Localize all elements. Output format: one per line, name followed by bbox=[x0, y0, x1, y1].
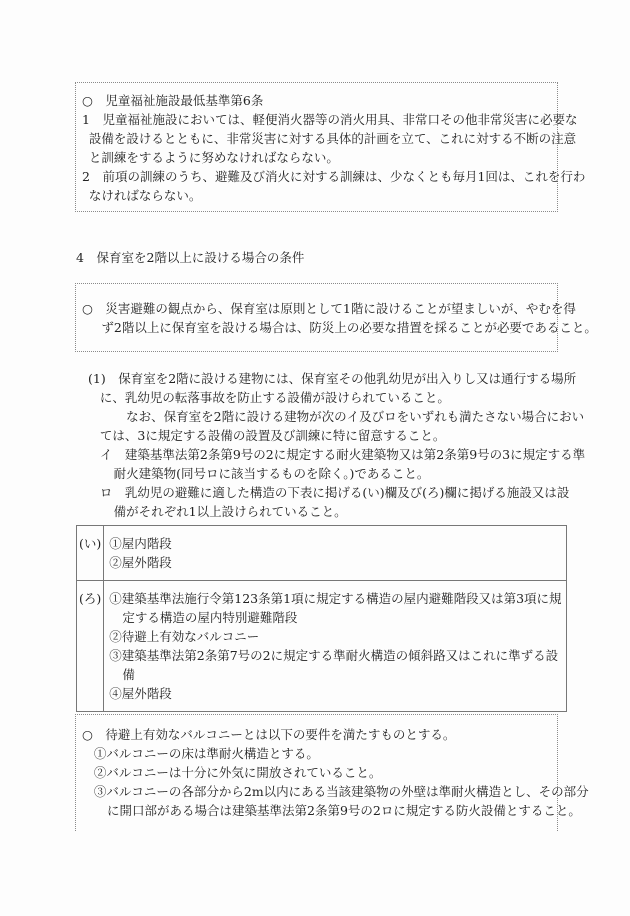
table-row bbox=[77, 581, 567, 712]
facility-item-cont: 定する構造の屋内特別避難階段 bbox=[122, 610, 298, 625]
balcony-req-3-line-1: ③バルコニーの各部分から2m以内にある当該建築物の外壁は準耐火構造とし、その部分 bbox=[93, 784, 589, 799]
facility-item: ①屋内階段 bbox=[109, 536, 172, 551]
article-para-1-line-1: 1 児童福祉施設においては、軽便消火器等の消火用具、非常口その他非常災害に必要な bbox=[82, 112, 578, 127]
article-para-2-line-1: 2 前項の訓練のうち、避難及び消火に対する訓練は、少なくとも毎月1回は、これを行わ bbox=[82, 169, 586, 184]
evacuation-note-line-2: ず2階以上に保育室を設ける場合は、防災上の必要な措置を採ることが必要であること。 bbox=[101, 320, 597, 335]
sub-item-ro-line-2: 備がそれぞれ1以上設けられていること。 bbox=[113, 504, 347, 519]
evacuation-note-line-1: ○ 災害避難の観点から、保育室は原則として1階に設けることが望ましいが、やむを得 bbox=[82, 301, 576, 316]
item-1-line-1: (1) 保育室を2階に設ける建物には、保育室その他乳幼児が出入りし又は通行する場所 bbox=[88, 371, 577, 386]
article-title: ○ 児童福祉施設最低基準第6条 bbox=[82, 93, 264, 108]
row-items-i bbox=[104, 526, 566, 581]
regulation-box-article-6 bbox=[75, 82, 586, 212]
facilities-table bbox=[76, 525, 567, 712]
note-box-balcony bbox=[75, 714, 589, 831]
facility-item-cont: 備 bbox=[122, 667, 135, 682]
item-1-line-4: ては、3に規定する設備の設置及び訓練に特に留意すること。 bbox=[99, 428, 446, 443]
item-1-line-3: なお、保育室を2階に設ける建物が次のイ及びロをいずれも満たさない場合におい bbox=[113, 409, 585, 424]
facility-item: ④屋外階段 bbox=[109, 686, 172, 701]
facility-item: ②待避上有効なバルコニー bbox=[109, 629, 260, 644]
row-key-i: (い) bbox=[77, 526, 104, 581]
section-heading bbox=[76, 248, 304, 267]
row-items-ro bbox=[104, 581, 566, 712]
article-para-1-line-3: と訓練をするように努めなければならない。 bbox=[88, 150, 339, 165]
facility-item: ①建築基準法施行令第123条第1項に規定する構造の屋内避難階段又は第3項に規 bbox=[109, 591, 562, 606]
balcony-req-3-line-2: に開口部がある場合は建築基準法第2条第9号の2ロに規定する防火設備とすること。 bbox=[107, 803, 581, 818]
sub-item-i-line-2: 耐火建築物(同号ロに該当するものを除く。)であること。 bbox=[113, 466, 430, 481]
sub-item-ro-line-1: ロ 乳幼児の避難に適した構造の下表に掲げる(い)欄及び(ろ)欄に掲げる施設又は設 bbox=[99, 485, 570, 500]
note-box-evacuation bbox=[75, 283, 597, 352]
balcony-title: ○ 待避上有効なバルコニーとは以下の要件を満たすものとする。 bbox=[82, 727, 456, 742]
facility-item: ②屋外階段 bbox=[109, 555, 172, 570]
table-row bbox=[77, 526, 567, 581]
article-para-1-line-2: 設備を設けるとともに、非常災害に対する具体的計画を立て、これに対する不断の注意 bbox=[88, 131, 577, 146]
balcony-req-1: ①バルコニーの床は準耐火構造とする。 bbox=[93, 746, 319, 761]
item-1-line-2: に、乳幼児の転落事故を防止する設備が設けられていること。 bbox=[99, 390, 450, 405]
section-4-heading: 4 保育室を2階以上に設ける場合の条件 bbox=[76, 250, 305, 265]
row-key-ro: (ろ) bbox=[77, 581, 104, 712]
sub-item-i-line-1: イ 建築基準法第2条第9号の2に規定する耐火建築物又は第2条第9号の3に規定する準 bbox=[99, 447, 586, 462]
balcony-req-2: ②バルコニーは十分に外気に開放されていること。 bbox=[93, 765, 382, 780]
article-para-2-line-2: なければならない。 bbox=[88, 188, 202, 203]
facility-item: ③建築基準法第2条第7号の2に規定する準耐火構造の傾斜路又はこれに準ずる設 bbox=[109, 648, 559, 663]
condition-item-1 bbox=[88, 369, 585, 521]
